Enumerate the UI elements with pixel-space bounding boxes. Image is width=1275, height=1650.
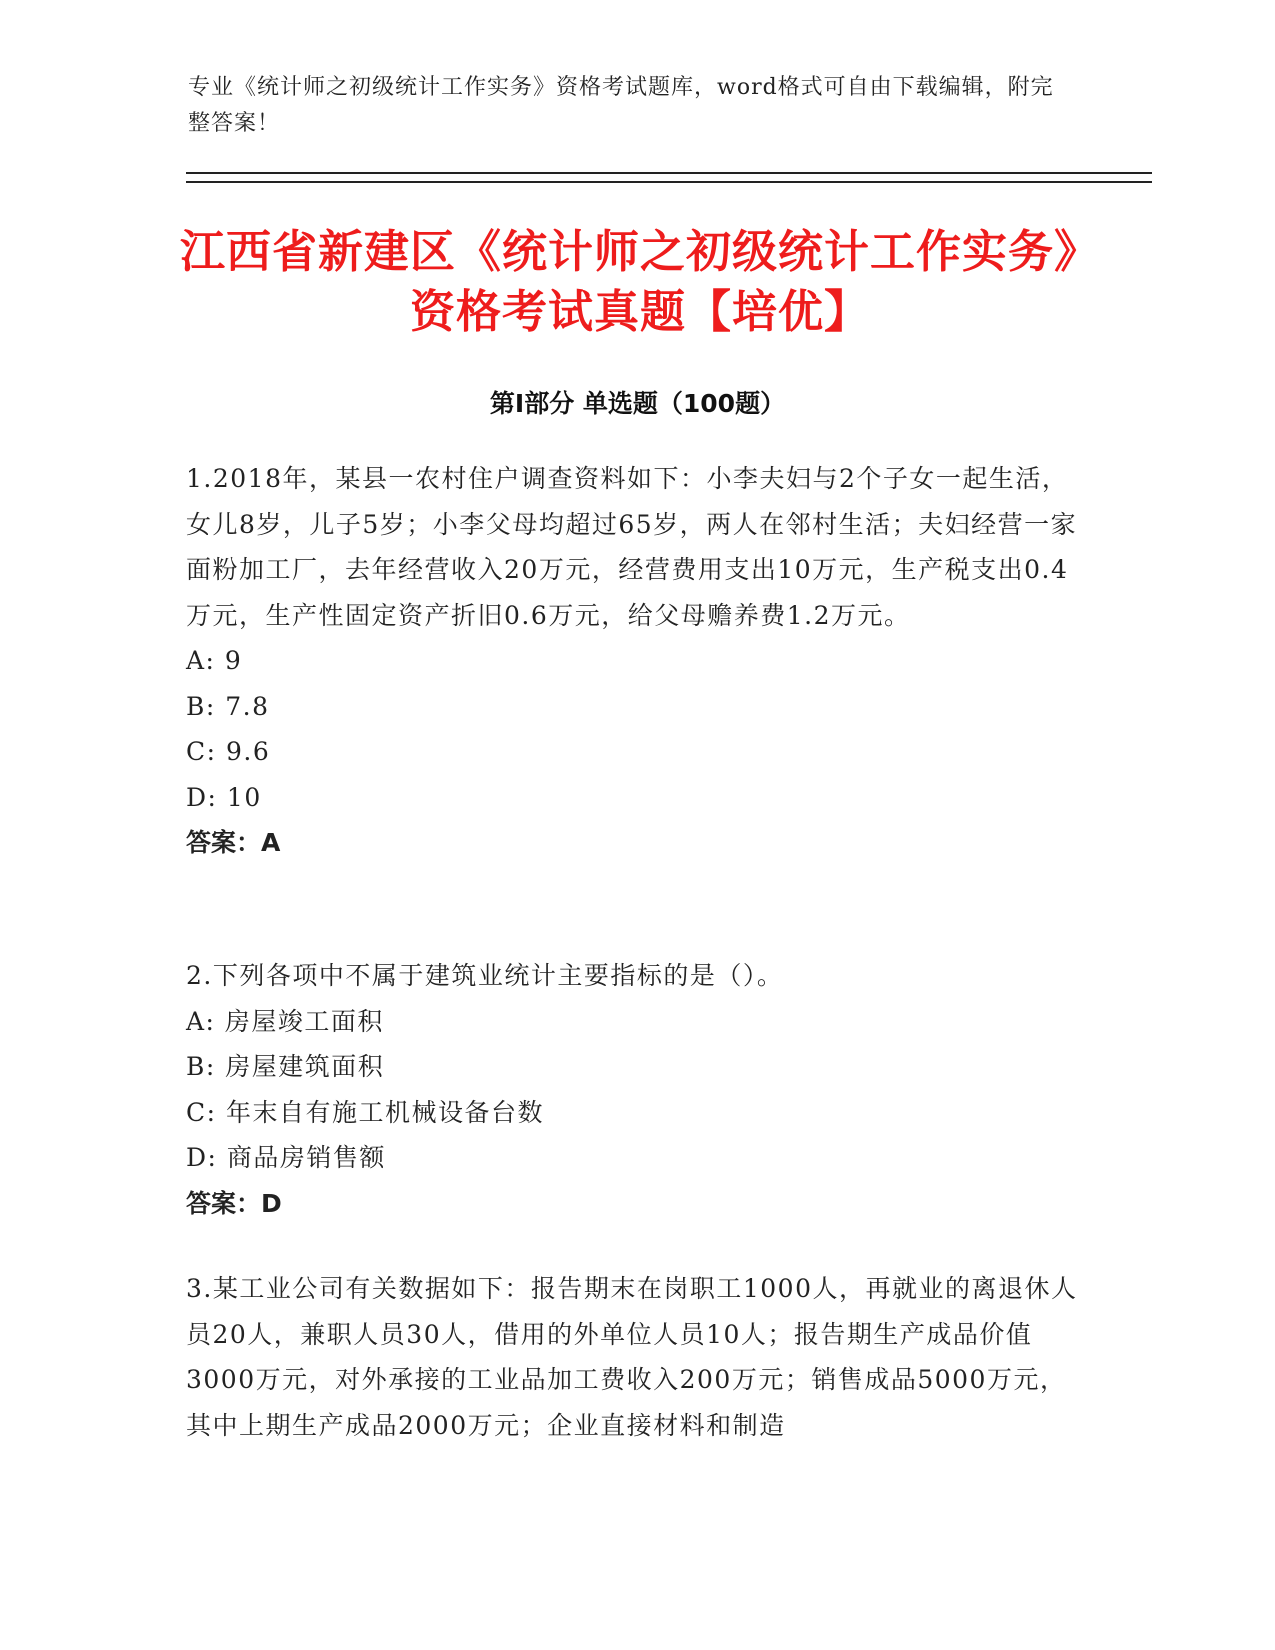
section-heading: 第I部分 单选题（100题） — [489, 389, 786, 418]
question-1-text: 1.2018年，某县一农村住户调查资料如下：小李夫妇与2个子女一起生活，女儿8岁，儿子5岁；小李父母均超过65岁，两人在邻村生活；夫妇经营一家面粉加工厂，去年经营收入20万元，经营费用支出10万元，生产税支出0.4万元，生产性固定资产折旧0.6万元，给父母赡养费1.2万元。 — [186, 464, 1078, 630]
question-2-text: 2.下列各项中不属于建筑业统计主要指标的是（）。 — [186, 961, 784, 990]
document-title: 江西省新建区《统计师之初级统计工作实务》资格考试真题【培优】 — [180, 225, 1101, 338]
question-2-answer: 答案：D — [186, 1188, 282, 1218]
header-divider-top — [186, 172, 1152, 174]
question-2-option-a: A: 房屋竣工面积 — [186, 1006, 384, 1036]
question-1-option-c: C: 9.6 — [186, 737, 271, 766]
question-2 — [186, 953, 1086, 1226]
question-3 — [186, 1266, 1086, 1448]
question-1-option-a: A: 9 — [186, 646, 243, 675]
question-2-option-b: B: 房屋建筑面积 — [186, 1052, 385, 1081]
header-note: 专业《统计师之初级统计工作实务》资格考试题库，word格式可自由下载编辑，附完整答案！ — [188, 75, 1054, 136]
question-2-option-c: C: 年末自有施工机械设备台数 — [186, 1097, 544, 1127]
question-1 — [186, 456, 1086, 866]
question-1-option-d: D: 10 — [186, 782, 262, 812]
question-1-option-b: B: 7.8 — [186, 691, 270, 721]
question-2-option-d: D: 商品房销售额 — [186, 1143, 386, 1172]
question-3-text: 3.某工业公司有关数据如下：报告期末在岗职工1000人，再就业的离退休人员20人，兼职人员30人，借用的外单位人员10人；报告期生产成品价值3000万元，对外承接的工业品加工费收入200万元；销售成品5000万元，其中上期生产成品2000万元；企业直接材料和制造 — [186, 1274, 1078, 1440]
question-1-answer: 答案：A — [186, 828, 281, 857]
header-divider-bottom — [186, 181, 1152, 183]
